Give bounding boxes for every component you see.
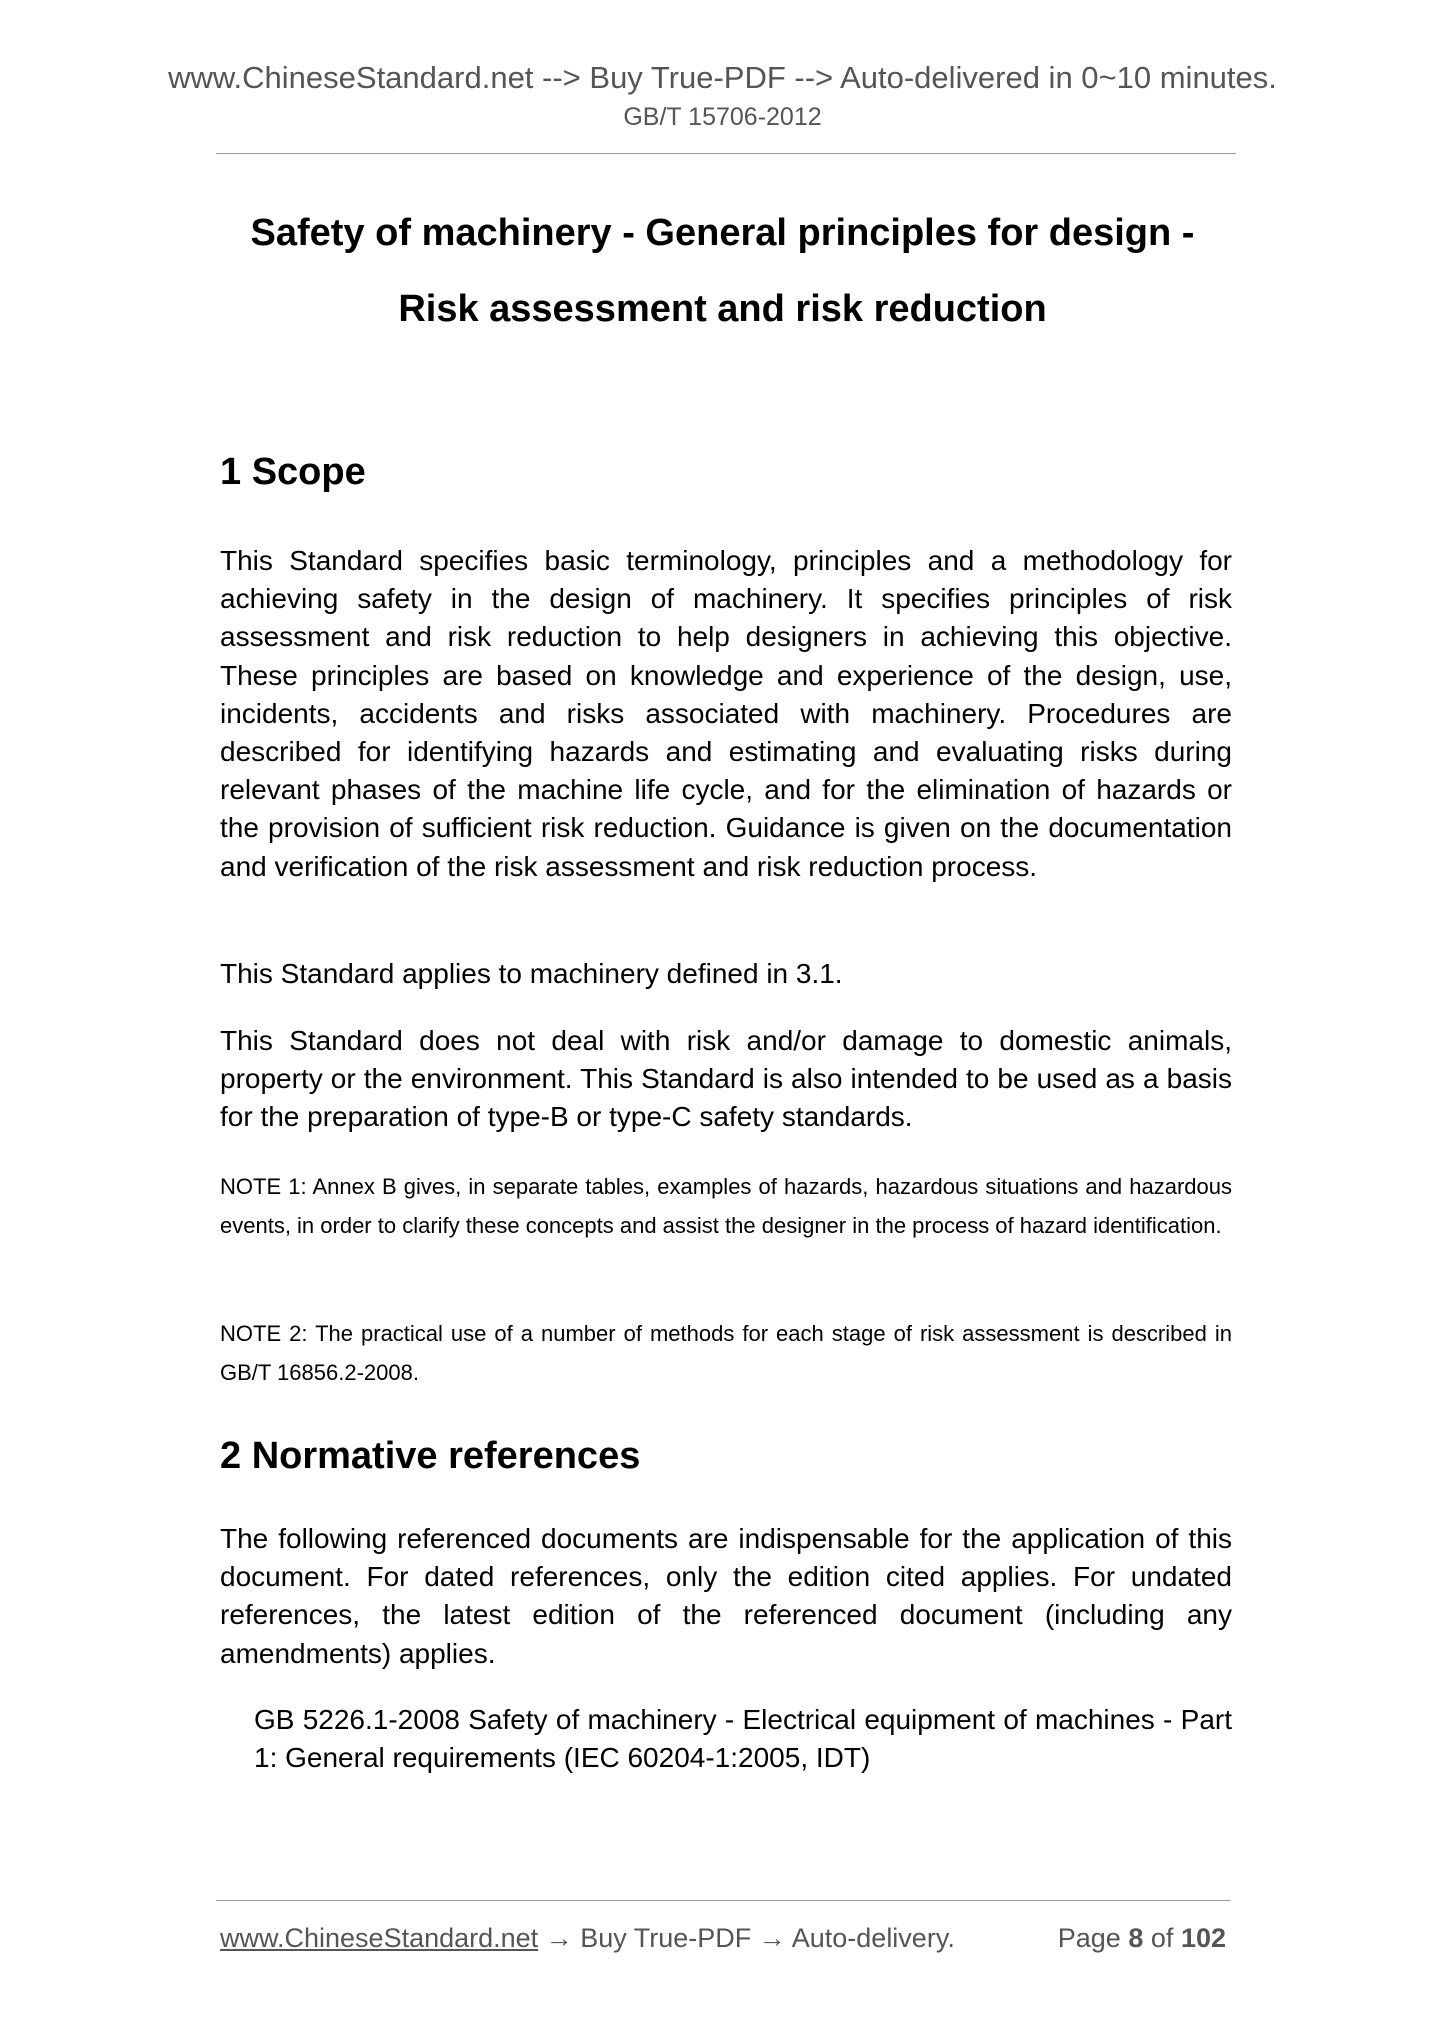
footer-promo	[220, 1920, 955, 1956]
scope-note-2: NOTE 2: The practical use of a number of methods for each stage of risk assessment is described in GB/T 16856.2-2008.	[220, 1321, 1232, 1385]
footer-site-link[interactable]: www.ChineseStandard.net	[220, 1923, 539, 1953]
scope-paragraph-3: This Standard does not deal with risk and/or damage to domestic animals, property or the environment. This Standard is also intended to be used as a basis for the preparation of type-B or type-C safety standards.	[220, 1025, 1232, 1133]
scope-paragraph-2: This Standard applies to machinery defined in 3.1.	[220, 958, 843, 989]
header-divider	[216, 153, 1236, 154]
total-pages-number: 102	[1180, 1923, 1226, 1953]
normative-references-paragraph: The following referenced documents are indispensable for the application of this document. For dated references, only the edition cited applies. For undated references, the latest edition of the referenced document (including any amendments) applies.	[220, 1523, 1232, 1669]
reference-item: GB 5226.1-2008 Safety of machinery - Electrical equipment of machines - Part 1: General requirements (IEC 60204-1:2005, IDT)	[254, 1704, 1232, 1774]
current-page-number: 8	[1128, 1923, 1144, 1953]
footer-divider	[216, 1900, 1230, 1901]
section-heading-scope: 1 Scope	[220, 451, 366, 493]
page-counter	[1058, 1920, 1226, 1956]
document-title-line-2: Risk assessment and risk reduction	[398, 288, 1047, 330]
document-title-line-1: Safety of machinery - General principles for design -	[250, 212, 1195, 254]
scope-paragraph-1: This Standard specifies basic terminology, principles and a methodology for achieving safety in the design of machinery. It specifies principles of risk assessment and risk reduction to help designers in achieving this objective. These principles are based on knowledge and experience of the design, use, incidents, accidents and risks associated with machinery. Procedures are described for identifying hazards and estimating and evaluating risks during relevant phases of the machine life cycle, and for the elimination of hazards or the provision of sufficient risk reduction. Guidance is given on the documentation and verification of the risk assessment and risk reduction process.	[220, 545, 1232, 882]
page-header	[0, 0, 1445, 134]
scope-note-1: NOTE 1: Annex B gives, in separate tables, examples of hazards, hazardous situations and hazardous events, in order to clarify these concepts and assist the designer in the process of hazard identification.	[220, 1174, 1232, 1238]
page-label: Page	[1057, 1923, 1121, 1953]
of-label: of	[1150, 1923, 1174, 1953]
section-heading-normative-references: 2 Normative references	[220, 1435, 641, 1477]
header-standard-number: GB/T 15706-2012	[623, 103, 822, 131]
header-promo-line: www.ChineseStandard.net --> Buy True-PDF --> Auto-delivered in 0~10 minutes.	[168, 60, 1277, 95]
document-title	[0, 195, 1445, 347]
footer-tagline: → Buy True-PDF → Auto-delivery.	[538, 1923, 955, 1953]
